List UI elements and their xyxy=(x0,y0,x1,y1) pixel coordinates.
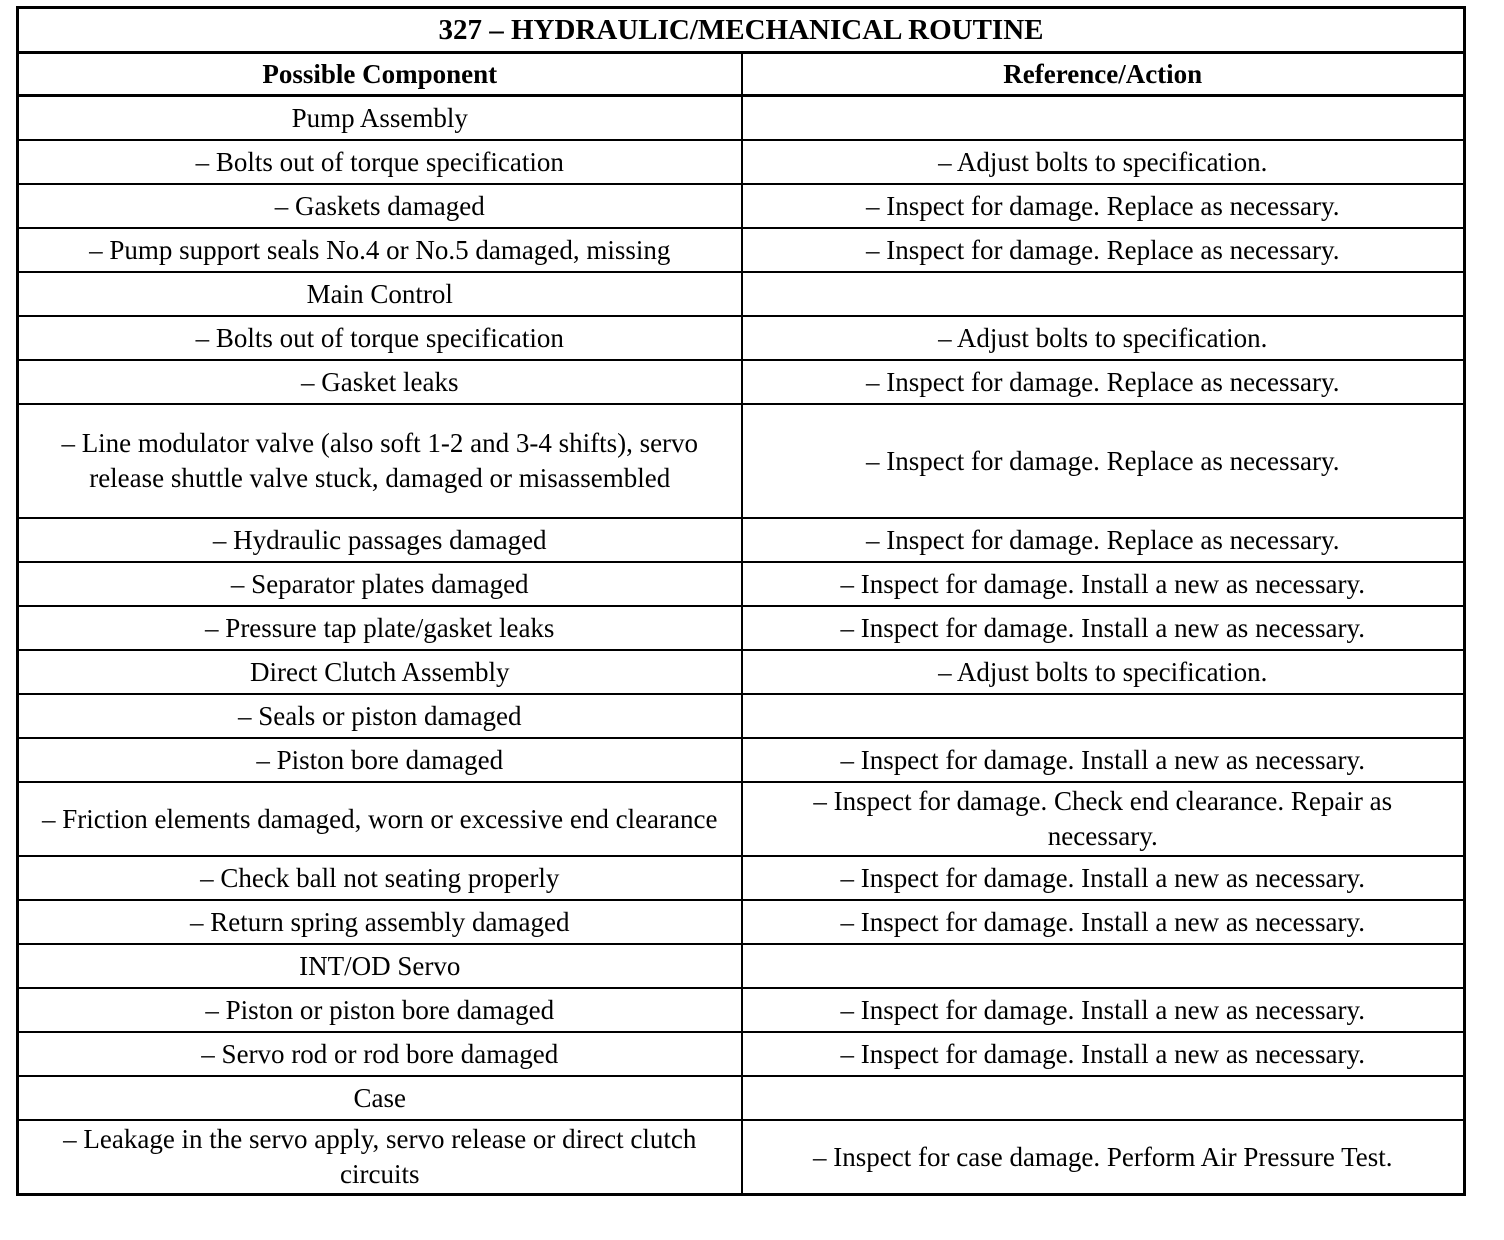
action-cell: – Inspect for damage. Replace as necessary. xyxy=(742,404,1465,518)
component-cell: – Piston bore damaged xyxy=(18,738,742,782)
action-cell: – Inspect for damage. Replace as necessary. xyxy=(742,184,1465,228)
action-cell: – Inspect for damage. Replace as necessary. xyxy=(742,360,1465,404)
header-row xyxy=(18,53,1465,96)
component-cell: Pump Assembly xyxy=(18,96,742,141)
column-header-action: Reference/Action xyxy=(742,53,1465,96)
table-row xyxy=(18,900,1465,944)
component-cell: – Piston or piston bore damaged xyxy=(18,988,742,1032)
action-cell xyxy=(742,96,1465,141)
action-cell: – Inspect for damage. Replace as necessary. xyxy=(742,228,1465,272)
component-cell: – Separator plates damaged xyxy=(18,562,742,606)
action-cell xyxy=(742,694,1465,738)
component-cell: Case xyxy=(18,1076,742,1120)
component-cell: – Hydraulic passages damaged xyxy=(18,518,742,562)
component-cell: – Friction elements damaged, worn or excessive end clearance xyxy=(18,782,742,856)
action-cell: – Inspect for damage. Check end clearance. Repair as necessary. xyxy=(742,782,1465,856)
component-cell: – Servo rod or rod bore damaged xyxy=(18,1032,742,1076)
action-cell: – Inspect for damage. Install a new as necessary. xyxy=(742,856,1465,900)
component-cell: – Line modulator valve (also soft 1-2 and 3-4 shifts), servo release shuttle valve stuck, damaged or misassembled xyxy=(18,404,742,518)
action-cell: – Adjust bolts to specification. xyxy=(742,316,1465,360)
action-cell: – Inspect for damage. Replace as necessary. xyxy=(742,518,1465,562)
component-cell: – Gaskets damaged xyxy=(18,184,742,228)
component-cell: – Pump support seals No.4 or No.5 damaged, missing xyxy=(18,228,742,272)
action-cell: – Inspect for damage. Install a new as necessary. xyxy=(742,606,1465,650)
action-cell: – Inspect for case damage. Perform Air Pressure Test. xyxy=(742,1120,1465,1195)
table-title: 327 – HYDRAULIC/MECHANICAL ROUTINE xyxy=(18,8,1465,53)
table-row xyxy=(18,738,1465,782)
component-cell: Main Control xyxy=(18,272,742,316)
table-row xyxy=(18,944,1465,988)
component-cell: – Bolts out of torque specification xyxy=(18,140,742,184)
component-cell: – Bolts out of torque specification xyxy=(18,316,742,360)
table-row xyxy=(18,140,1465,184)
table-row xyxy=(18,650,1465,694)
table-row xyxy=(18,1032,1465,1076)
action-cell: – Inspect for damage. Install a new as necessary. xyxy=(742,1032,1465,1076)
table-row xyxy=(18,184,1465,228)
component-cell: – Check ball not seating properly xyxy=(18,856,742,900)
table-row xyxy=(18,404,1465,518)
action-cell xyxy=(742,1076,1465,1120)
table-row xyxy=(18,96,1465,141)
table-row xyxy=(18,518,1465,562)
table-row xyxy=(18,272,1465,316)
table-row xyxy=(18,856,1465,900)
table-row xyxy=(18,782,1465,856)
table-row xyxy=(18,1120,1465,1195)
component-cell: – Return spring assembly damaged xyxy=(18,900,742,944)
table-row xyxy=(18,316,1465,360)
component-cell: Direct Clutch Assembly xyxy=(18,650,742,694)
action-cell: – Inspect for damage. Install a new as necessary. xyxy=(742,738,1465,782)
component-cell: – Gasket leaks xyxy=(18,360,742,404)
action-cell: – Adjust bolts to specification. xyxy=(742,140,1465,184)
table-row xyxy=(18,606,1465,650)
action-cell: – Inspect for damage. Install a new as necessary. xyxy=(742,562,1465,606)
action-cell xyxy=(742,272,1465,316)
component-cell: INT/OD Servo xyxy=(18,944,742,988)
component-cell: – Pressure tap plate/gasket leaks xyxy=(18,606,742,650)
table-row xyxy=(18,988,1465,1032)
component-cell: – Leakage in the servo apply, servo release or direct clutch circuits xyxy=(18,1120,742,1195)
column-header-component: Possible Component xyxy=(18,53,742,96)
table-row xyxy=(18,694,1465,738)
action-cell: – Inspect for damage. Install a new as necessary. xyxy=(742,900,1465,944)
action-cell: – Inspect for damage. Install a new as necessary. xyxy=(742,988,1465,1032)
diagnostic-table xyxy=(16,6,1466,1196)
table-row xyxy=(18,562,1465,606)
component-cell: – Seals or piston damaged xyxy=(18,694,742,738)
table-row xyxy=(18,228,1465,272)
title-row xyxy=(18,8,1465,53)
table-row xyxy=(18,1076,1465,1120)
action-cell xyxy=(742,944,1465,988)
action-cell: – Adjust bolts to specification. xyxy=(742,650,1465,694)
table-row xyxy=(18,360,1465,404)
